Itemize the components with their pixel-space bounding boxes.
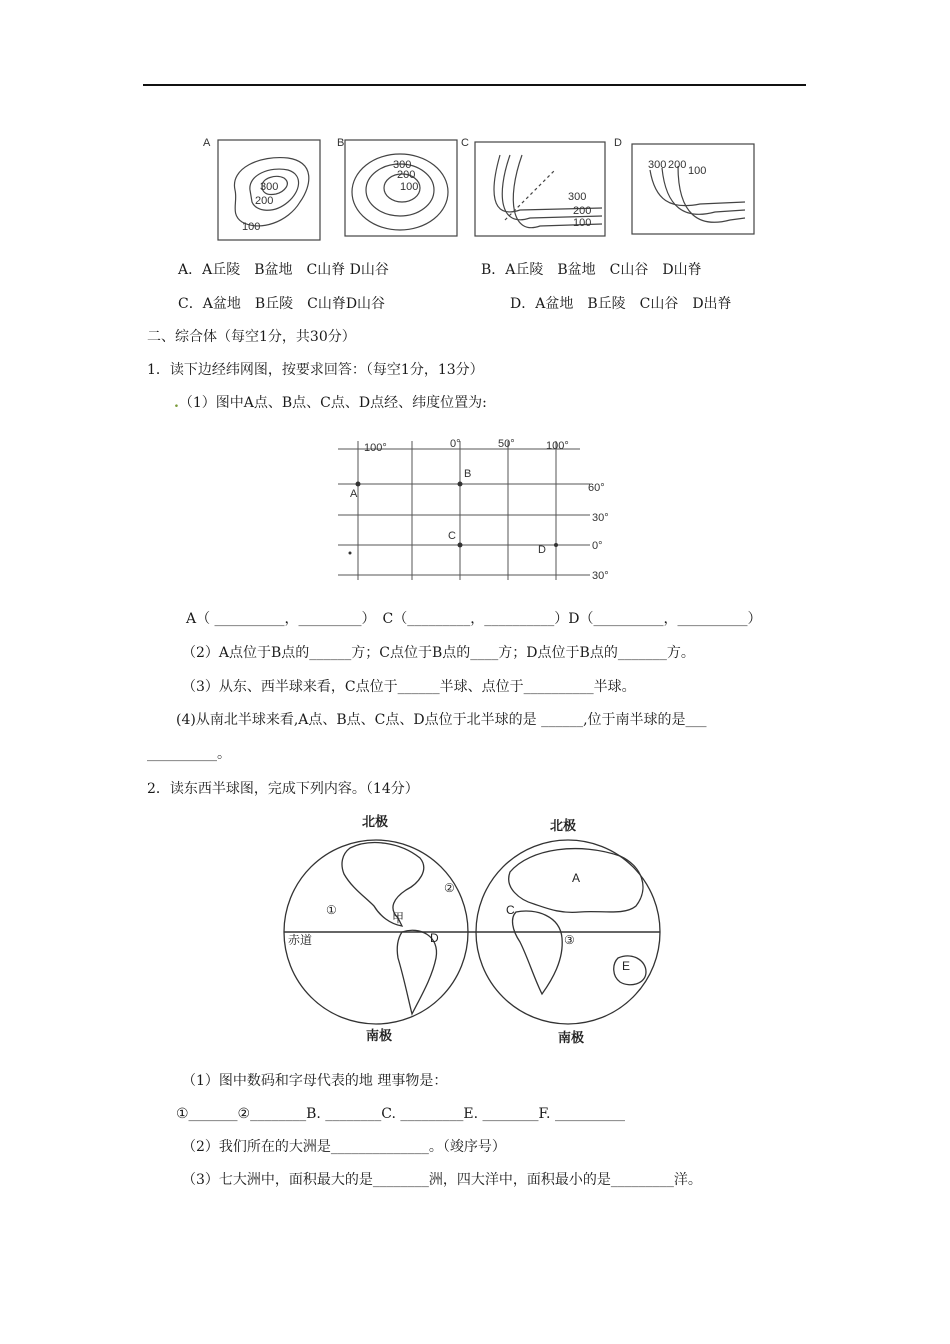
lon-label-4: 100° (546, 440, 569, 452)
panel-a-label-300: 300 (260, 181, 279, 193)
mark-1: ① (326, 903, 337, 917)
panel-a-label-200: 200 (255, 195, 274, 207)
mark-e: E (622, 959, 631, 973)
q1-title: 1．读下边经纬网图，按要求回答：（每空1分，13分） (147, 362, 484, 378)
contour-panels-svg (200, 130, 760, 245)
q2-sub2: （2）我们所在的大洲是______________。（竣序号） (182, 1139, 506, 1155)
q2-answer-line: ①_______②________B. ________C. _________E. ________F. __________ (176, 1106, 625, 1122)
q1-coords-line: A（ __________，_________） C（_________，__________）D（__________，__________） (186, 611, 762, 627)
q2-title: 2．读东西半球图，完成下列内容。（14分） (147, 781, 419, 797)
panel-c-label-300: 300 (568, 191, 587, 203)
panel-c-arrow (505, 170, 555, 220)
north-america-shape (342, 843, 424, 926)
latlong-grid (330, 435, 620, 585)
mark-a: A (572, 871, 581, 885)
lat-label-2: 30° (592, 512, 609, 524)
section2-heading: 二、综合体（每空1分，共30分） (147, 329, 356, 345)
lat-label-4: 30° (592, 570, 609, 582)
point-label-a: A (350, 488, 358, 500)
q1-sub1-text: （1）图中A点、B点、C点、D点经、纬度位置为: (178, 395, 487, 411)
africa-shape (513, 911, 563, 994)
top-rule (143, 84, 806, 86)
panel-b-letter: B (337, 137, 345, 149)
equator-label: 赤道 (288, 933, 313, 947)
west-north-pole-label: 北极 (362, 814, 389, 829)
q2-sub3: （3）七大洲中，面积最大的是________洲，四大洋中，面积最小的是_________洋。 (182, 1172, 702, 1188)
east-south-pole-label: 南极 (558, 1030, 585, 1045)
panel-c-letter: C (461, 137, 469, 149)
lon-label-3: 50° (498, 438, 515, 450)
q1-sub3: （3）从东、西半球来看，C点位于______半球、点位于__________半球。 (182, 679, 636, 695)
panel-d-label-100: 100 (688, 165, 707, 177)
lon-label-1: 100° (364, 442, 387, 454)
mark-c: C (506, 903, 515, 917)
lat-label-1: 60° (588, 482, 605, 494)
mark-d: D (430, 931, 439, 945)
lon-label-2: 0° (450, 438, 461, 450)
option-c: C．A盆地 B丘陵 C山脊D山谷 (178, 296, 386, 312)
panel-d-frame (632, 144, 754, 234)
lat-label-3: 0° (592, 540, 603, 552)
q1-sub4: (4)从南北半球来看,A点、B点、C点、D点位于北半球的是 ______,位于南半球的是___ (176, 712, 707, 728)
bullet-mark: . (174, 395, 179, 411)
q1-sub4-cont: __________。 (147, 746, 231, 762)
panel-c-label-200: 200 (573, 205, 592, 217)
mark-3: ③ (564, 933, 575, 947)
panel-d-label-200: 200 (668, 159, 687, 171)
point-label-b: B (464, 468, 472, 480)
grid-point-d (554, 543, 558, 547)
option-a: A．A丘陵 B盆地 C山脊 D山谷 (178, 262, 389, 278)
q1-sub1 (174, 393, 487, 413)
option-d: D．A盆地 B丘陵 C山谷 D出脊 (510, 296, 732, 312)
panel-b-label-200: 200 (397, 169, 416, 181)
panel-c-contour-300 (494, 155, 602, 212)
mark-2: ② (444, 881, 455, 895)
panel-c-label-100: 100 (573, 217, 592, 229)
panel-b-label-100: 100 (400, 181, 419, 193)
panel-d-label-300: 300 (648, 159, 667, 171)
point-label-c: C (448, 530, 456, 542)
west-south-pole-label: 南极 (366, 1028, 393, 1043)
panel-a-label-100: 100 (242, 221, 261, 233)
grid-point-a (356, 482, 361, 487)
grid-point-b (458, 482, 463, 487)
q2-sub1: （1）图中数码和字母代表的地 理事物是： (182, 1073, 448, 1089)
grid-point-c (458, 543, 463, 548)
panel-a-letter: A (203, 137, 211, 149)
mark-jia: 甲 (392, 911, 405, 925)
hemisphere-map (280, 808, 680, 1053)
east-north-pole-label: 北极 (550, 818, 577, 833)
panel-b-label-300: 300 (393, 159, 412, 171)
point-label-d: D (538, 544, 546, 556)
option-b: B．A丘陵 B盆地 C山谷 D山脊 (481, 262, 702, 278)
panel-d-letter: D (614, 137, 622, 149)
q1-sub2: （2）A点位于B点的______方；C点位于B点的____方；D点位于B点的_______方。 (182, 645, 695, 661)
